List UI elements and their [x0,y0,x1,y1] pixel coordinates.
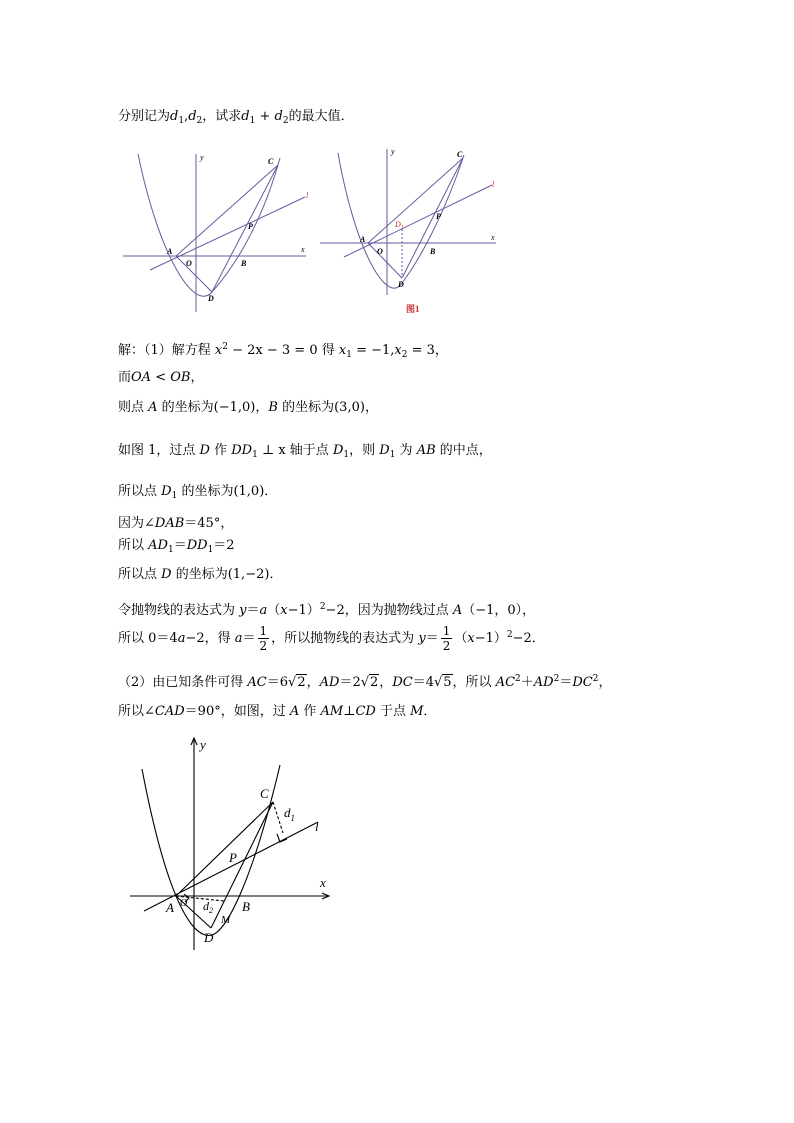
a-label: A [166,900,174,915]
text: ． [269,567,283,582]
text: 因为∠ [118,516,155,531]
solution-line-8 [118,566,282,584]
var-d: d [241,109,250,124]
solution-line-10 [118,624,545,653]
l-label: l [306,191,309,200]
line-l [150,197,305,270]
c-label: C [268,157,274,166]
text: + [255,109,275,124]
text: < [151,370,171,385]
b-label: B [430,247,436,256]
perp-c-to-l [273,802,283,833]
figure-parabola-a [120,150,320,315]
a-label: A [360,235,366,244]
text: 所以点 [118,567,162,582]
text: 轴于点 [285,443,333,458]
text: 为 [395,443,417,458]
text: ， [255,400,269,415]
x-label: x [491,233,495,242]
var: AC [247,675,267,690]
text: ， [598,675,612,690]
numerator: 1 [442,624,451,638]
text: ＝ [173,538,187,553]
segment-ac [176,802,273,896]
fraction [258,624,270,653]
p-label: P [248,222,253,231]
parabola-curve [138,154,280,296]
var: AC [495,675,516,690]
var: B [268,400,278,415]
text: ，所以 [452,675,496,690]
text: ， [379,675,393,690]
superscript: 2 [506,630,513,640]
var: a [259,603,268,618]
y-label: y [200,737,206,752]
var: M [410,704,424,719]
text: ， [434,343,448,358]
a-label: A [167,247,173,256]
var: x [280,603,288,618]
text: 于点 [375,704,411,719]
superscript: 2 [319,602,326,612]
c-label: C [457,150,463,159]
text: 分别记为 [118,109,171,124]
text: 作 [209,443,232,458]
subscript: 1 [249,116,256,126]
d-label: D [204,930,214,945]
var: D [332,443,344,458]
text: ＝6 [266,675,289,690]
denominator: 2 [442,639,451,653]
text: 的中点， [435,443,492,458]
l-label: l [315,819,319,834]
radicand: 5 [443,675,452,690]
text: , [184,109,189,124]
text: ， [364,400,378,415]
solution-line-11 [118,670,611,692]
text: ． [264,484,278,499]
p-label: P [229,850,237,865]
var: A [148,400,158,415]
sqrt: √2 [288,675,306,690]
text: 所以 0＝4 [118,631,178,646]
text: −1） [474,631,507,646]
text: −2，得 [185,631,235,646]
var: CD [355,704,376,719]
segment-ad [368,243,402,278]
text: ＝2 [213,538,235,553]
superscript: 2 [222,342,228,352]
l-label: l [492,180,495,189]
text: −2． [512,631,545,646]
figure-caption: 图1 [406,304,420,314]
text: 作 [299,704,321,719]
var: AM [320,704,344,719]
text: 的最大值． [288,109,354,124]
subscript: 2 [196,116,203,126]
coord: (1,0) [233,484,265,499]
text: ，则 [349,443,380,458]
text: （2）由已知条件可得 [118,675,248,690]
var: a [234,631,243,646]
b-label: B [241,259,247,268]
figure-parabola-c [128,735,338,955]
text: 所以点 [118,484,162,499]
text: ． [423,704,437,719]
var: D [199,443,210,458]
text: （ [454,631,468,646]
var-d: d [170,109,179,124]
coord: (1,−2) [227,567,270,582]
y-label: y [391,147,395,156]
problem-text-line [118,108,354,130]
solution-line-6 [118,515,233,533]
text: 如图 1，过点 [118,443,200,458]
right-angle-mark [277,834,287,842]
subscript: 1 [167,545,174,555]
var: DC [392,675,413,690]
x-label: x [301,245,305,254]
m-label: M [221,914,231,926]
solution-line-4 [118,442,492,464]
o-label: O [186,259,192,268]
var: x [394,343,402,358]
d-label: D [208,294,214,303]
fraction [441,624,453,653]
y-label: y [200,153,204,162]
var: DD [186,538,208,553]
text: ＋ [520,675,534,690]
text: 则点 [118,400,149,415]
numerator: 1 [259,624,268,638]
coord: (−1,0) [213,400,256,415]
var: AD [148,538,168,553]
solution-line-7 [118,537,235,559]
var: A [289,704,300,719]
parabola-curve [338,153,464,288]
d1-label: $D_1$ [395,220,404,231]
var-d: d [188,109,197,124]
text: ＝ [559,675,573,690]
var: AD [533,675,554,690]
subscript: 1 [252,450,258,460]
solution-line-1 [118,338,448,364]
text: ＝ [242,631,256,646]
text: ，试求 [202,109,242,124]
text: ＝90°，如图，过 [184,704,290,719]
var: DC [572,675,593,690]
text: （−1，0）， [462,603,536,618]
solution-line-2 [118,369,203,387]
text: 的坐标为 [171,567,228,582]
solution-line-9 [118,598,535,620]
text: ， [190,370,204,385]
text: 解：（1）解方程 [118,343,215,358]
text: ＝45°， [184,516,234,531]
segment-ac [176,165,278,256]
text: 得 [317,343,339,358]
subscript: 1 [171,491,178,501]
d2-label: $d_2$ [203,899,213,915]
var: a [177,631,186,646]
solution-line-3 [118,399,378,417]
text: −2，因为抛物线过点 [325,603,453,618]
var: DAB [154,516,185,531]
p-label: P [436,212,441,221]
d1-label: $d_1$ [284,805,295,823]
var: A [452,603,463,618]
segment-cd [402,158,463,278]
figure-parabola-b [316,145,506,320]
var: x [214,343,223,358]
subscript: 2 [282,116,289,126]
var: OB [170,370,191,385]
text: 所以 [118,538,149,553]
superscript: 2 [592,674,599,684]
text: ，所以抛物线的表达式为 [271,631,419,646]
var: y [239,603,247,618]
var-d: d [274,109,283,124]
subscript: 2 [401,350,408,360]
segment-cd [212,165,278,292]
superscript: 2 [553,674,560,684]
var: x [467,631,475,646]
text: ＝4 [412,675,434,690]
var: y [418,631,426,646]
var: D [379,443,390,458]
x-label: x [320,875,326,890]
text: （ [267,603,281,618]
solution-line-5 [118,483,277,505]
text: −1） [287,603,320,618]
var: x [338,343,347,358]
text: = 3 [407,343,435,358]
text: 的坐标为 [277,400,335,415]
text: ⊥ [343,704,356,719]
subscript: 1 [389,450,396,460]
text: 而 [118,370,132,385]
text: 的坐标为 [157,400,214,415]
var: OA [131,370,152,385]
c-label: C [260,786,269,801]
text: 令抛物线的表达式为 [118,603,240,618]
subscript: 1 [343,450,350,460]
text: ＝ [425,631,439,646]
subscript: 1 [178,116,185,126]
coord: (3,0) [334,400,365,415]
var: AB [416,443,436,458]
text: ＝ [246,603,260,618]
radicand: 2 [297,675,306,690]
var: D [161,567,172,582]
segment-ad [176,256,212,292]
var: DD [231,443,253,458]
subscript: 1 [346,350,352,360]
radicand: 2 [370,675,379,690]
sqrt: √5 [433,675,452,690]
text: 所以∠ [118,704,155,719]
sqrt: √2 [360,675,379,690]
o-label: O [377,247,383,256]
text: = −1, [351,343,395,358]
text: ， [306,675,320,690]
var: CAD [154,704,185,719]
var: AD [319,675,340,690]
var: D [161,484,172,499]
d-label: D [398,280,404,289]
b-label: B [242,899,250,914]
line-l [144,822,318,911]
denominator: 2 [259,639,268,653]
superscript: 2 [515,674,521,684]
text: − 2x − 3 = 0 [227,343,318,358]
o-label: O [180,898,188,909]
text: 的坐标为 [177,484,234,499]
text: ⊥ x [257,443,286,458]
text: ＝2 [339,675,361,690]
solution-line-12 [118,703,436,721]
subscript: 1 [207,545,214,555]
segment-ac [368,158,463,243]
